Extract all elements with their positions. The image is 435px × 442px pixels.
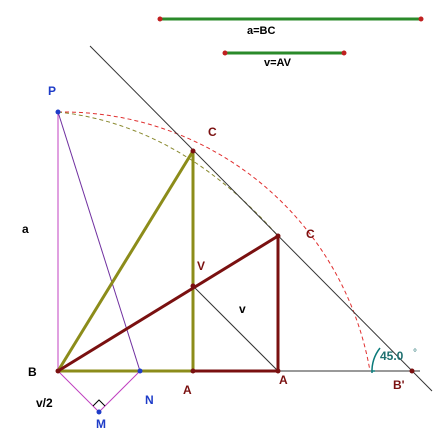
label-V: V: [197, 259, 206, 273]
olive-segment-BC: [58, 151, 193, 371]
label-B-prime: B': [393, 378, 405, 392]
right-angle-marker: [93, 400, 105, 406]
label-C-lower: C: [306, 227, 315, 241]
segment-BM: [58, 371, 99, 412]
point-B-prime[interactable]: [410, 369, 415, 374]
label-N: N: [145, 393, 154, 407]
angle-arc: [372, 348, 380, 373]
slider-a-end-point[interactable]: [419, 17, 424, 22]
slider-v-end-point[interactable]: [342, 51, 347, 56]
point-V[interactable]: [191, 284, 196, 289]
angle-unit: °: [413, 348, 417, 359]
slider-a-start-point[interactable]: [158, 17, 163, 22]
point-C-lower[interactable]: [276, 234, 281, 239]
label-a: a: [22, 222, 29, 236]
point-M[interactable]: [97, 410, 102, 415]
slider-v-label: v=AV: [264, 57, 292, 69]
point-A-left[interactable]: [191, 369, 196, 374]
point-N[interactable]: [138, 369, 143, 374]
label-v: v: [239, 302, 246, 316]
circle-arc-radius-a: [58, 112, 370, 371]
segment-V-to-A: [193, 286, 278, 371]
segment-PN: [58, 112, 140, 371]
label-A-left: A: [183, 383, 192, 397]
angle-value: 45.0: [380, 349, 404, 363]
slider-a-label: a=BC: [247, 25, 276, 37]
point-B[interactable]: [56, 369, 61, 374]
point-P[interactable]: [56, 110, 61, 115]
label-A-right: A: [279, 373, 288, 387]
label-v-half: v/2: [36, 396, 53, 410]
label-B: B: [28, 365, 37, 379]
label-M: M: [96, 417, 106, 431]
diagonal-line: [90, 46, 432, 391]
label-C-upper: C: [208, 125, 217, 139]
label-P: P: [48, 84, 57, 98]
point-C-upper[interactable]: [191, 149, 196, 154]
slider-v-start-point[interactable]: [223, 51, 228, 56]
segment-MN: [99, 371, 140, 412]
